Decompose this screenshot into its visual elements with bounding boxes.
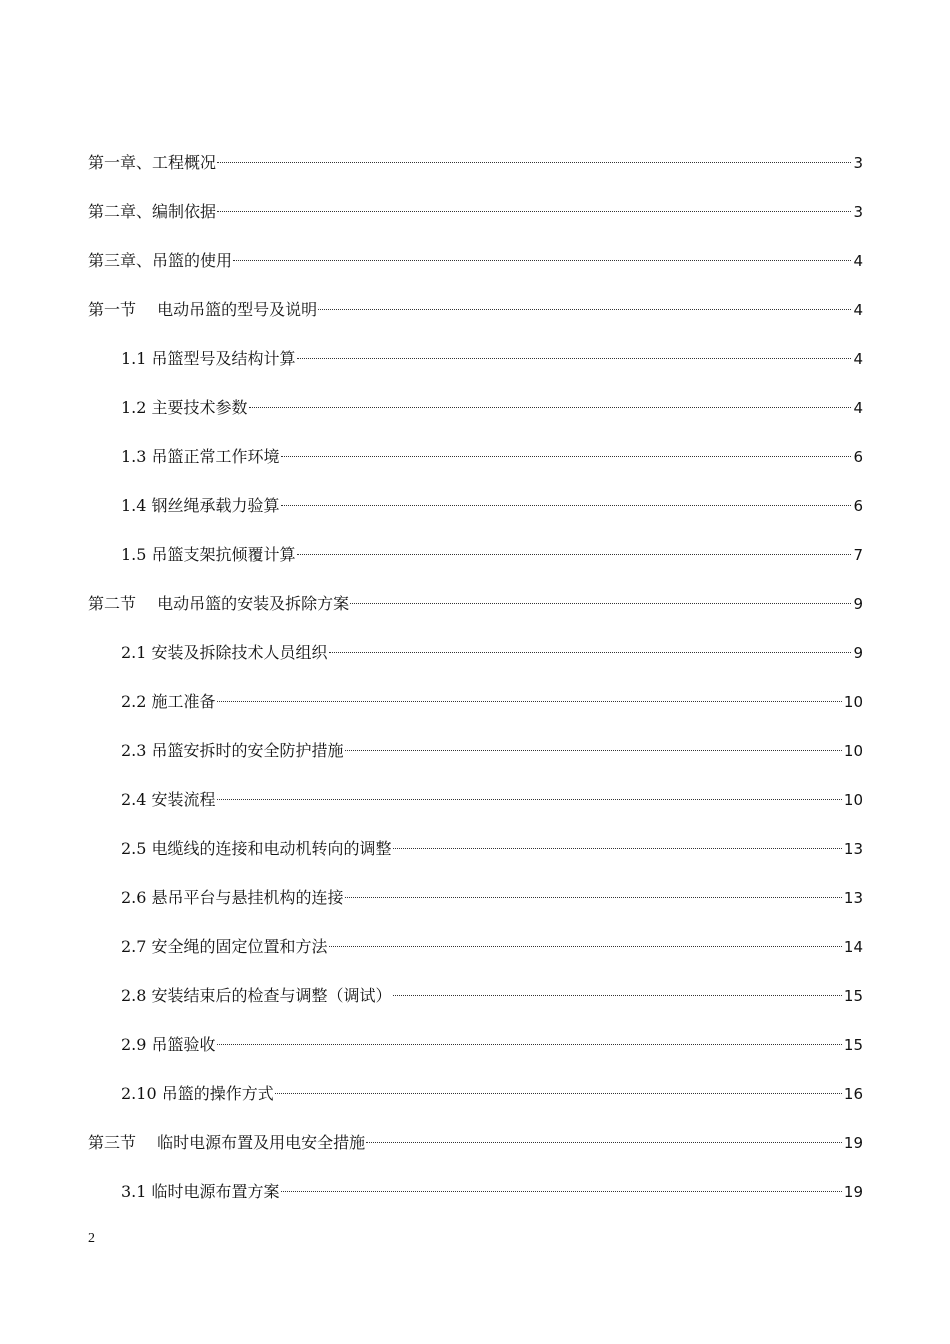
toc-entry-title: 第三章、吊篮的使用 <box>88 251 233 270</box>
toc-entry-title: 2.1 安装及拆除技术人员组织 <box>121 643 328 662</box>
toc-entry[interactable] <box>88 148 863 197</box>
toc-dot-leader <box>345 750 842 751</box>
toc-entry-title: 1.4 钢丝绳承载力验算 <box>121 496 280 515</box>
toc-entry[interactable] <box>88 1128 863 1177</box>
toc-dot-leader <box>297 554 852 555</box>
toc-entry[interactable] <box>88 246 863 295</box>
toc-entry[interactable] <box>88 344 863 393</box>
toc-entry[interactable] <box>88 1030 863 1079</box>
toc-entry[interactable] <box>88 393 863 442</box>
toc-dot-leader <box>393 848 842 849</box>
toc-entry[interactable] <box>88 491 863 540</box>
toc-dot-leader <box>393 995 842 996</box>
toc-entry-page-number: 4 <box>853 350 863 368</box>
toc-entry-title: 2.3 吊篮安拆时的安全防护措施 <box>121 741 344 760</box>
toc-entry[interactable] <box>88 834 863 883</box>
toc-entry-page-number: 15 <box>843 987 863 1005</box>
toc-entry[interactable] <box>88 785 863 834</box>
table-of-contents <box>88 148 863 1226</box>
toc-dot-leader <box>281 1191 842 1192</box>
toc-entry[interactable] <box>88 295 863 344</box>
toc-entry-title: 第一章、工程概况 <box>88 153 217 172</box>
toc-dot-leader <box>275 1093 842 1094</box>
toc-entry-page-number: 9 <box>853 595 863 613</box>
toc-dot-leader <box>233 260 851 261</box>
toc-entry-page-number: 14 <box>843 938 863 956</box>
toc-entry[interactable] <box>88 589 863 638</box>
toc-entry-title: 2.7 安全绳的固定位置和方法 <box>121 937 328 956</box>
toc-entry-page-number: 3 <box>853 154 863 172</box>
toc-entry-page-number: 15 <box>843 1036 863 1054</box>
toc-entry-page-number: 19 <box>843 1183 863 1201</box>
toc-entry-title: 2.10 吊篮的操作方式 <box>121 1084 274 1103</box>
toc-dot-leader <box>217 211 851 212</box>
toc-entry-page-number: 7 <box>853 546 863 564</box>
toc-entry[interactable] <box>88 638 863 687</box>
toc-dot-leader <box>350 603 851 604</box>
toc-entry-title: 第二章、编制依据 <box>88 202 217 221</box>
toc-entry-title: 1.3 吊篮正常工作环境 <box>121 447 280 466</box>
toc-dot-leader <box>318 309 851 310</box>
toc-entry[interactable] <box>88 197 863 246</box>
page-number: 2 <box>88 1231 95 1246</box>
toc-entry[interactable] <box>88 981 863 1030</box>
toc-dot-leader <box>329 946 842 947</box>
toc-dot-leader <box>217 162 851 163</box>
toc-entry-title: 2.5 电缆线的连接和电动机转向的调整 <box>121 839 392 858</box>
toc-dot-leader <box>366 1142 842 1143</box>
toc-entry-page-number: 13 <box>843 840 863 858</box>
toc-entry-title: 第一节 电动吊篮的型号及说明 <box>88 300 318 319</box>
toc-entry-title: 第二节 电动吊篮的安装及拆除方案 <box>88 594 350 613</box>
toc-entry-title: 2.2 施工准备 <box>121 692 216 711</box>
toc-entry-title: 1.1 吊篮型号及结构计算 <box>121 349 296 368</box>
toc-dot-leader <box>217 1044 842 1045</box>
toc-entry-page-number: 16 <box>843 1085 863 1103</box>
toc-dot-leader <box>217 701 842 702</box>
toc-entry-title: 2.6 悬吊平台与悬挂机构的连接 <box>121 888 344 907</box>
toc-dot-leader <box>281 505 852 506</box>
toc-entry-page-number: 3 <box>853 203 863 221</box>
toc-entry-page-number: 13 <box>843 889 863 907</box>
toc-entry[interactable] <box>88 687 863 736</box>
toc-entry-title: 2.8 安装结束后的检查与调整（调试） <box>121 986 392 1005</box>
toc-entry[interactable] <box>88 1177 863 1226</box>
toc-entry-page-number: 4 <box>853 301 863 319</box>
toc-entry-title: 第三节 临时电源布置及用电安全措施 <box>88 1133 366 1152</box>
toc-entry-page-number: 19 <box>843 1134 863 1152</box>
toc-entry-title: 3.1 临时电源布置方案 <box>121 1182 280 1201</box>
toc-entry-page-number: 6 <box>853 448 863 466</box>
toc-entry[interactable] <box>88 883 863 932</box>
toc-entry-title: 1.2 主要技术参数 <box>121 398 248 417</box>
toc-dot-leader <box>329 652 852 653</box>
toc-entry[interactable] <box>88 736 863 785</box>
toc-dot-leader <box>217 799 842 800</box>
toc-entry-page-number: 4 <box>853 399 863 417</box>
toc-entry-page-number: 10 <box>843 742 863 760</box>
toc-entry-title: 2.9 吊篮验收 <box>121 1035 216 1054</box>
toc-dot-leader <box>345 897 842 898</box>
toc-dot-leader <box>297 358 852 359</box>
toc-entry-page-number: 10 <box>843 693 863 711</box>
toc-entry[interactable] <box>88 442 863 491</box>
toc-entry[interactable] <box>88 1079 863 1128</box>
toc-entry-page-number: 6 <box>853 497 863 515</box>
toc-entry[interactable] <box>88 932 863 981</box>
toc-entry-title: 2.4 安装流程 <box>121 790 216 809</box>
toc-entry-page-number: 4 <box>853 252 863 270</box>
toc-dot-leader <box>249 407 852 408</box>
toc-entry[interactable] <box>88 540 863 589</box>
toc-dot-leader <box>281 456 852 457</box>
toc-entry-page-number: 10 <box>843 791 863 809</box>
toc-entry-title: 1.5 吊篮支架抗倾覆计算 <box>121 545 296 564</box>
toc-entry-page-number: 9 <box>853 644 863 662</box>
